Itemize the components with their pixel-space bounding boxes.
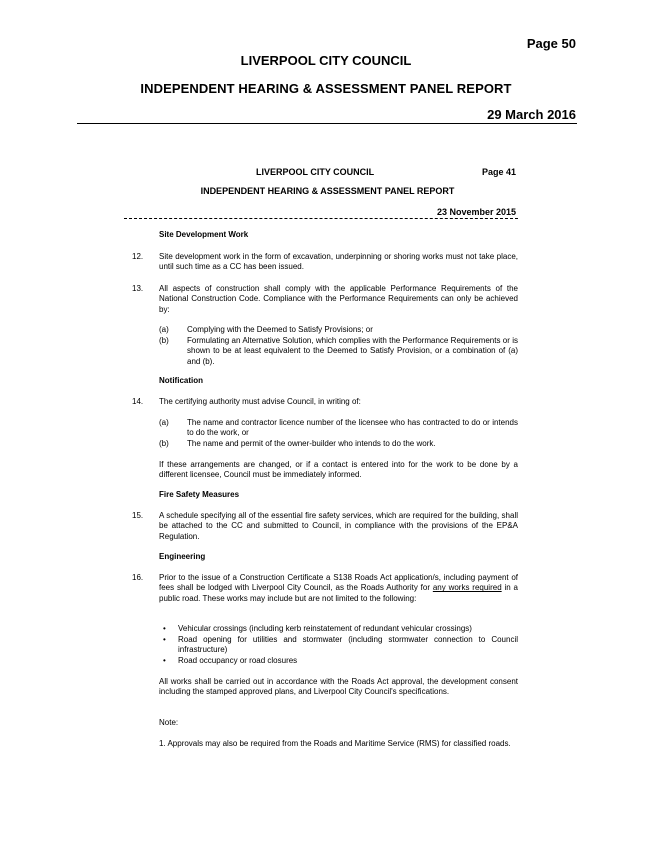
bullet-icon: • xyxy=(163,635,166,644)
inner-page-number: Page 41 xyxy=(481,167,516,177)
outer-report-date: 29 March 2016 xyxy=(487,107,576,122)
sub-item-label: (a) xyxy=(159,418,169,427)
inner-divider xyxy=(124,218,518,219)
condition-number: 14. xyxy=(132,397,144,406)
heading-site-development: Site Development Work xyxy=(159,230,249,239)
bullet-item: Road opening for utilities and stormwater (including stormwater connection to Council infrastructure) xyxy=(178,635,518,655)
bullet-icon: • xyxy=(163,656,166,665)
paragraph: All works shall be carried out in accordance with the Roads Act approval, the development consent including the stamped approved plans, and Liverpool City Council's specifications. xyxy=(159,677,518,697)
underlined-phrase: any works required xyxy=(432,583,502,593)
heading-notification: Notification xyxy=(159,376,203,385)
inner-council-name: LIVERPOOL CITY COUNCIL xyxy=(256,167,375,177)
condition-text-part: Prior to the issue of a Construction Certificate a S138 Roads Act application/s, including payment of fees shall be lodged with Liverpool City Council, as the Roads Authority for xyxy=(159,573,518,593)
inner-report-date: 23 November 2015 xyxy=(436,207,516,217)
sub-item-label: (a) xyxy=(159,325,169,334)
condition-text-part: in a public road. These works may include but are not limited to the following: xyxy=(159,583,518,603)
bullet-item: Road occupancy or road closures xyxy=(178,656,298,665)
outer-council-name: LIVERPOOL CITY COUNCIL xyxy=(240,53,412,68)
inner-report-title: INDEPENDENT HEARING & ASSESSMENT PANEL REPORT xyxy=(200,186,455,196)
sub-item-label: (b) xyxy=(159,336,169,345)
heading-engineering: Engineering xyxy=(159,552,206,561)
outer-report-title: INDEPENDENT HEARING & ASSESSMENT PANEL REPORT xyxy=(140,81,512,96)
outer-divider xyxy=(77,123,577,124)
condition-number: 16. xyxy=(132,573,144,582)
condition-text: The certifying authority must advise Council, in writing of: xyxy=(159,397,361,406)
condition-number: 15. xyxy=(132,511,144,520)
bullet-item: Vehicular crossings (including kerb reinstatement of redundant vehicular crossings) xyxy=(178,624,472,633)
condition-number: 13. xyxy=(132,284,144,293)
sub-item-text: The name and permit of the owner-builder who intends to do the work. xyxy=(187,439,436,448)
note-label: Note: xyxy=(159,718,179,727)
condition-text: Site development work in the form of excavation, underpinning or shoring works must not take place, until such time as a CC has been issued. xyxy=(159,252,518,272)
sub-item-text: Complying with the Deemed to Satisfy Provisions; or xyxy=(187,325,373,334)
paragraph: If these arrangements are changed, or if a contact is entered into for the work to be done by a different licensee, Council must be immediately informed. xyxy=(159,460,518,480)
note-text: 1. Approvals may also be required from the Roads and Maritime Service (RMS) for classified roads. xyxy=(159,739,511,748)
outer-page-number: Page 50 xyxy=(526,36,576,51)
condition-text xyxy=(159,573,518,604)
sub-item-text: Formulating an Alternative Solution, which complies with the Performance Requirements or is shown to be at least equivalent to the Deemed to Satisfy Provision, or a combination of (a) and (b). xyxy=(187,336,518,366)
condition-text: All aspects of construction shall comply with the applicable Performance Requirements of the National Construction Code. Compliance with the Performance Requirements can only be achieved by: xyxy=(159,284,518,314)
heading-fire-safety: Fire Safety Measures xyxy=(159,490,240,499)
sub-item-text: The name and contractor licence number of the licensee who has contracted to do or intends to do the work, or xyxy=(187,418,518,438)
condition-number: 12. xyxy=(132,252,144,261)
condition-text: A schedule specifying all of the essential fire safety services, which are required for the building, shall be attached to the CC and submitted to Council, in compliance with the provisions of the EP&A Regulation. xyxy=(159,511,518,541)
sub-item-label: (b) xyxy=(159,439,169,448)
bullet-icon: • xyxy=(163,624,166,633)
